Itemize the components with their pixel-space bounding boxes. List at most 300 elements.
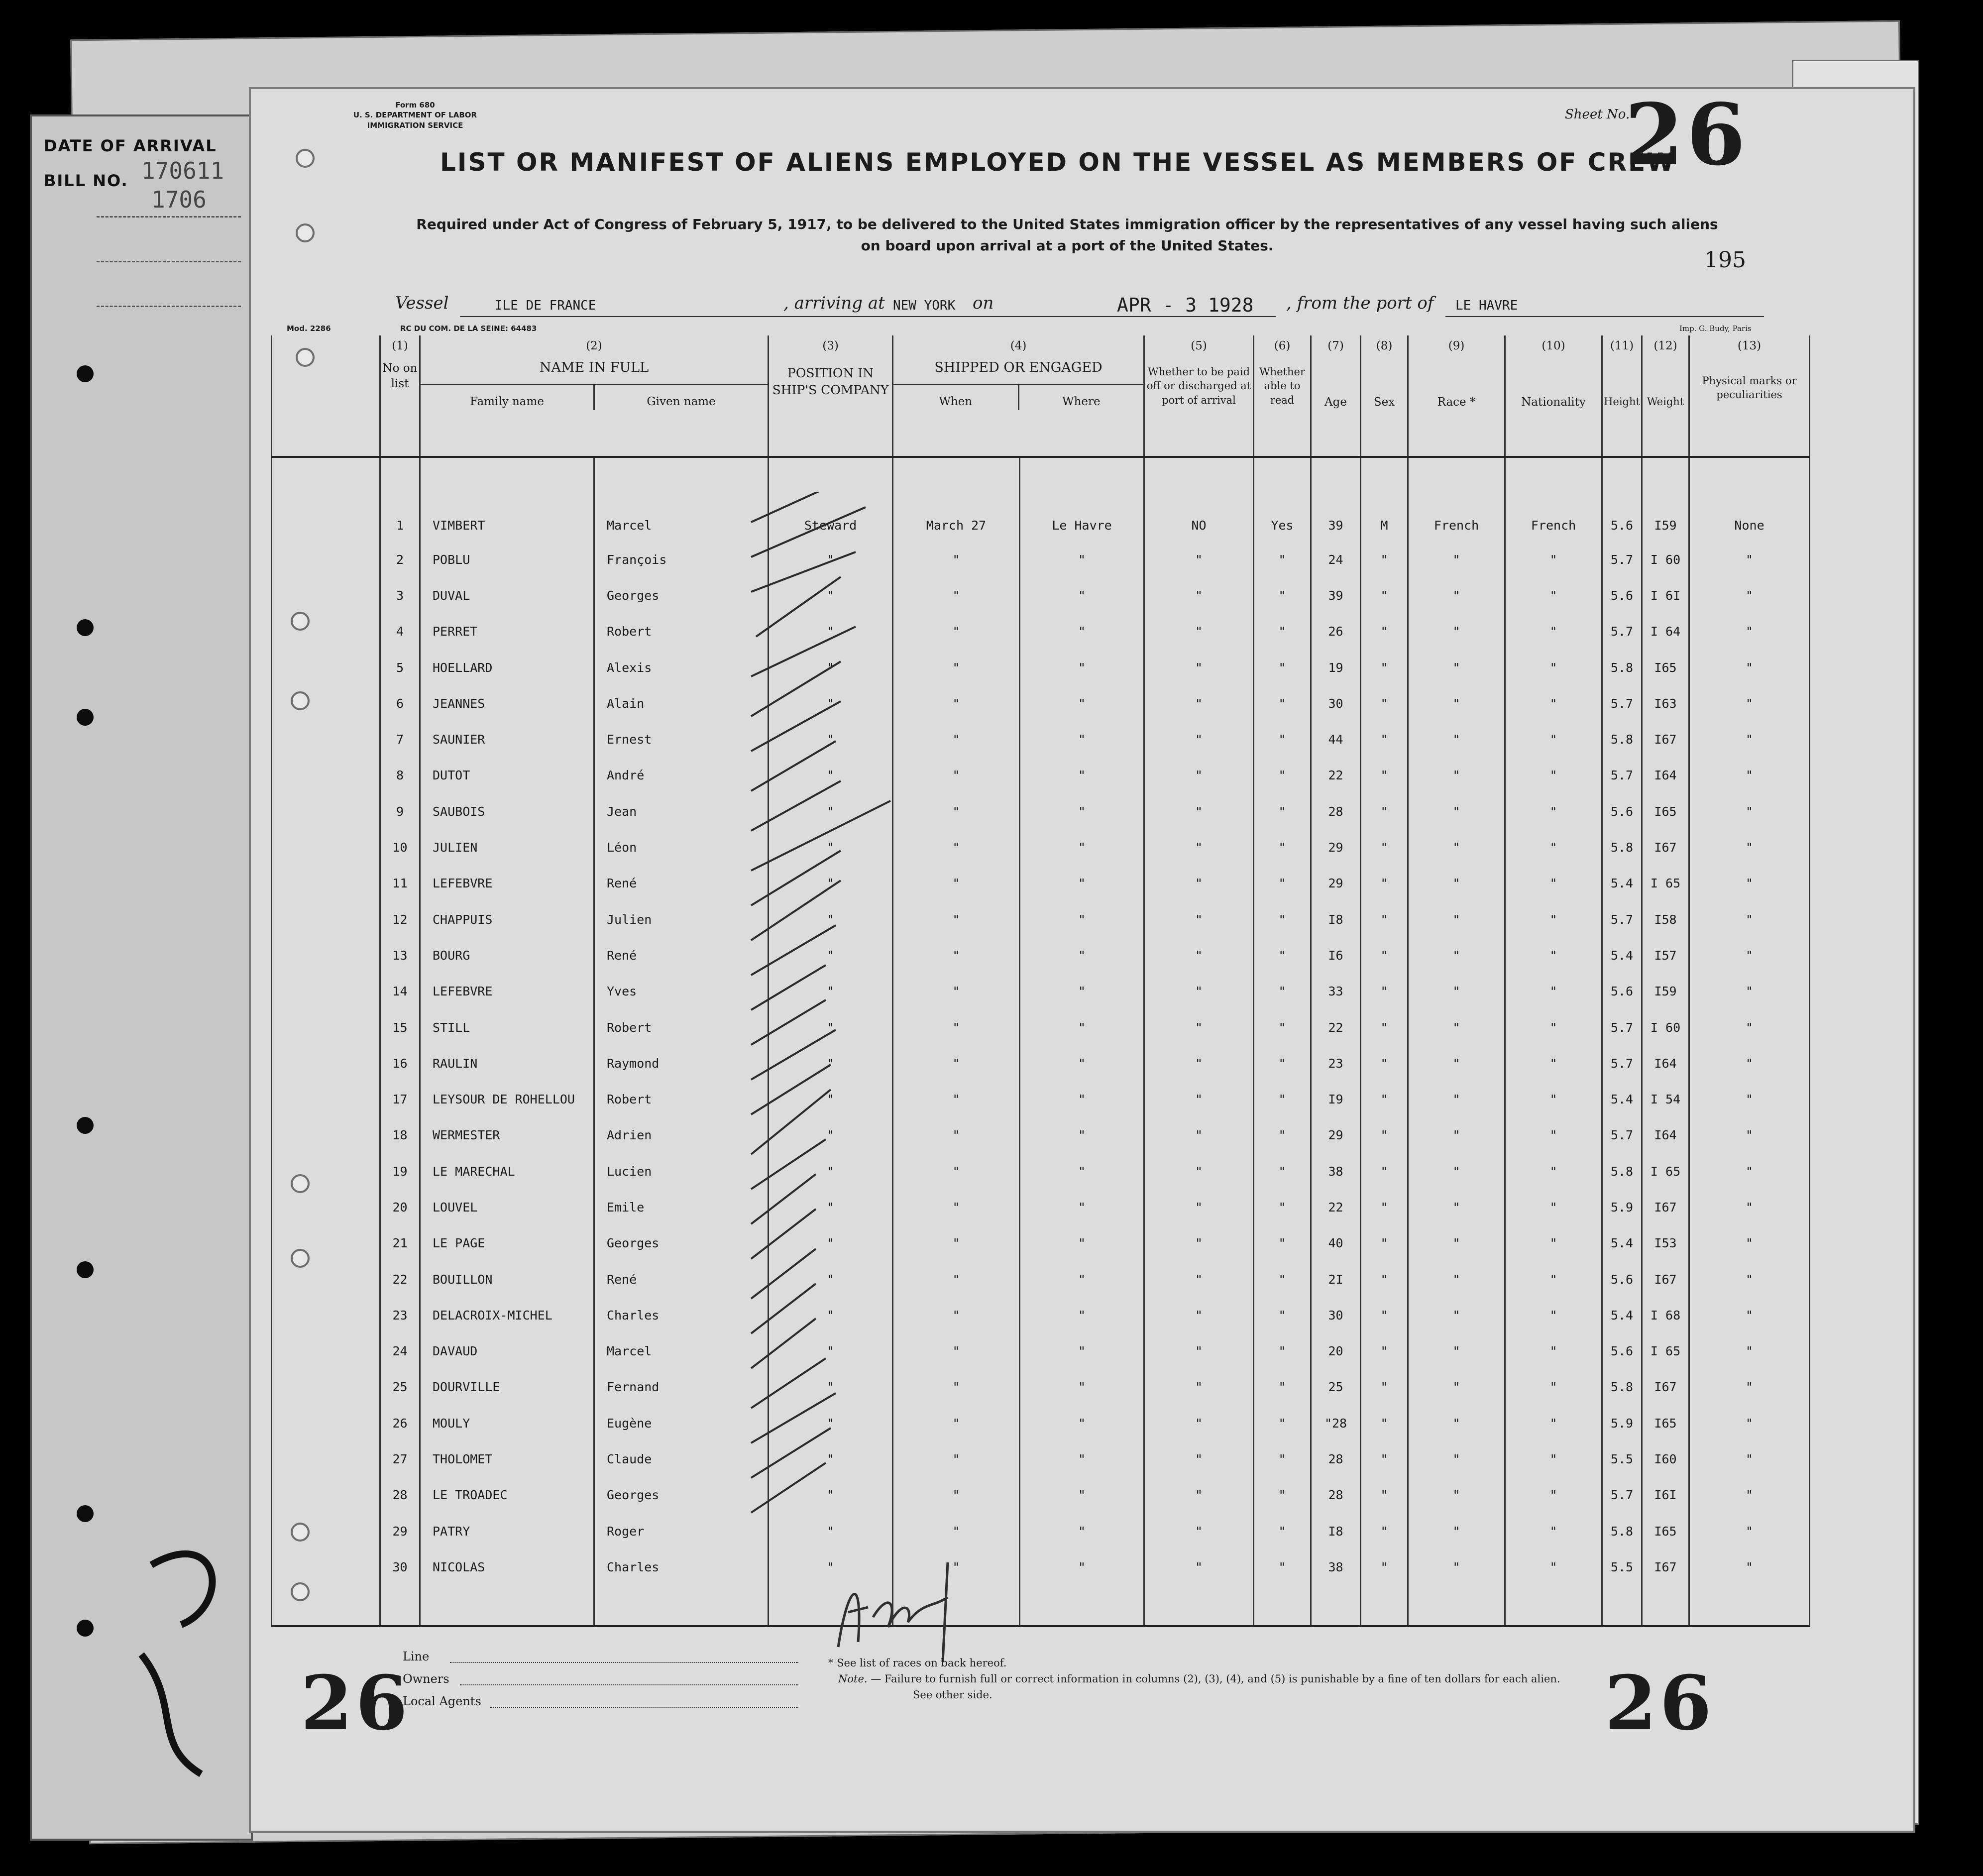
- position-cell: ": [769, 1405, 893, 1441]
- able-to-read-cell: ": [1254, 1189, 1311, 1225]
- height-cell: 5.7: [1602, 542, 1642, 577]
- height-cell: 5.6: [1602, 1333, 1642, 1369]
- paid-off-cell: ": [1144, 1045, 1254, 1081]
- paid-off-cell: ": [1144, 866, 1254, 901]
- binder-hole: [296, 223, 315, 242]
- given-name-cell: Adrien: [594, 1117, 769, 1153]
- where-cell: ": [1020, 829, 1144, 865]
- nationality-cell: ": [1505, 1405, 1602, 1441]
- able-to-read-cell: ": [1254, 829, 1311, 865]
- number-cell: 12: [380, 901, 420, 937]
- weight-cell: I67: [1642, 829, 1689, 865]
- where-cell: ": [1020, 1117, 1144, 1153]
- when-cell: ": [893, 758, 1020, 793]
- col-name-header: (2) NAME IN FULL Family name Given name: [420, 335, 769, 457]
- given-name-cell: André: [594, 758, 769, 793]
- family-name-cell: LE MARECHAL: [420, 1153, 594, 1189]
- race-cell: ": [1408, 650, 1505, 685]
- paid-off-cell: ": [1144, 901, 1254, 937]
- position-cell: Steward: [769, 457, 893, 542]
- when-cell: ": [893, 614, 1020, 650]
- nationality-cell: ": [1505, 577, 1602, 613]
- note-text: — Failure to furnish full or correct information in columns (2), (3), (4), and (5) is punishable by a fine of ten dollars for each alien.: [867, 1673, 1560, 1685]
- height-cell: 5.4: [1602, 937, 1642, 973]
- physical-marks-cell: ": [1689, 577, 1810, 613]
- able-to-read-cell: ": [1254, 1369, 1311, 1405]
- race-cell: ": [1408, 937, 1505, 973]
- physical-marks-cell: ": [1689, 1261, 1810, 1297]
- table-row: [272, 1153, 1810, 1189]
- weight-cell: I 60: [1642, 1009, 1689, 1045]
- margin-cell: [272, 542, 380, 577]
- physical-marks-cell: ": [1689, 1441, 1810, 1477]
- height-cell: 5.8: [1602, 1153, 1642, 1189]
- given-name-cell: Julien: [594, 901, 769, 937]
- race-cell: ": [1408, 1189, 1505, 1225]
- when-cell: ": [893, 1117, 1020, 1153]
- family-name-cell: SAUNIER: [420, 721, 594, 757]
- physical-marks-cell: ": [1689, 650, 1810, 685]
- paid-off-cell: ": [1144, 1477, 1254, 1513]
- margin-cell: [272, 793, 380, 829]
- weight-cell: I64: [1642, 758, 1689, 793]
- paid-off-cell: ": [1144, 1333, 1254, 1369]
- table-row: [272, 577, 1810, 613]
- col-paid-off-header: (5) Whether to be paid off or discharged at port of arrival: [1144, 335, 1254, 457]
- sex-cell: ": [1361, 1117, 1408, 1153]
- vessel-underline: [460, 316, 1027, 317]
- margin-cell: [272, 866, 380, 901]
- table-row: [272, 1333, 1810, 1369]
- weight-cell: I63: [1642, 685, 1689, 721]
- number-cell: 23: [380, 1297, 420, 1333]
- department: U. S. DEPARTMENT OF LABOR: [353, 110, 477, 120]
- when-cell: ": [893, 542, 1020, 577]
- weight-cell: I59: [1642, 457, 1689, 542]
- physical-marks-cell: ": [1689, 1405, 1810, 1441]
- number-cell: 19: [380, 1153, 420, 1189]
- paid-off-cell: ": [1144, 1117, 1254, 1153]
- position-cell: ": [769, 542, 893, 577]
- number-cell: 25: [380, 1369, 420, 1405]
- physical-marks-cell: None: [1689, 457, 1810, 542]
- physical-marks-cell: ": [1689, 1477, 1810, 1513]
- col-height-header: (11) Height: [1602, 335, 1642, 457]
- margin-cell: [272, 1261, 380, 1297]
- sheet-number: 26: [1625, 85, 1749, 185]
- height-cell: 5.9: [1602, 1189, 1642, 1225]
- nationality-cell: ": [1505, 829, 1602, 865]
- nationality-cell: ": [1505, 1261, 1602, 1297]
- paid-off-cell: ": [1144, 1153, 1254, 1189]
- table-row: [272, 1261, 1810, 1297]
- punch-hole: [77, 709, 94, 726]
- weight-cell: I65: [1642, 650, 1689, 685]
- weight-cell: I 68: [1642, 1297, 1689, 1333]
- where-cell: ": [1020, 1297, 1144, 1333]
- vessel-label: Vessel: [395, 293, 449, 313]
- punch-hole: [77, 619, 94, 636]
- weight-cell: I65: [1642, 1405, 1689, 1441]
- given-name-cell: Robert: [594, 1009, 769, 1045]
- punch-hole: [77, 1261, 94, 1278]
- race-cell: ": [1408, 1045, 1505, 1081]
- page-title: LIST OR MANIFEST OF ALIENS EMPLOYED ON THE VESSEL AS MEMBERS OF CREW: [440, 148, 1676, 177]
- nationality-cell: ": [1505, 974, 1602, 1009]
- margin-cell: [272, 457, 380, 542]
- nationality-cell: ": [1505, 1117, 1602, 1153]
- number-cell: 6: [380, 685, 420, 721]
- sex-cell: ": [1361, 1009, 1408, 1045]
- table-row: [272, 1441, 1810, 1477]
- weight-cell: I 65: [1642, 1153, 1689, 1189]
- agents-underline: [490, 1707, 798, 1708]
- able-to-read-cell: ": [1254, 1081, 1311, 1117]
- paid-off-cell: ": [1144, 793, 1254, 829]
- margin-cell: [272, 1297, 380, 1333]
- race-cell: ": [1408, 793, 1505, 829]
- position-cell: ": [769, 758, 893, 793]
- physical-marks-cell: ": [1689, 1009, 1810, 1045]
- weight-cell: I60: [1642, 1441, 1689, 1477]
- sex-cell: ": [1361, 866, 1408, 901]
- where-cell: ": [1020, 1261, 1144, 1297]
- given-name-cell: Roger: [594, 1513, 769, 1549]
- note-label: Note.: [838, 1673, 868, 1685]
- see-other-side: See other side.: [913, 1689, 992, 1701]
- physical-marks-cell: ": [1689, 721, 1810, 757]
- col-sex-header: (8) Sex: [1361, 335, 1408, 457]
- physical-marks-cell: ": [1689, 829, 1810, 865]
- able-to-read-cell: ": [1254, 1153, 1311, 1189]
- family-name-cell: STILL: [420, 1009, 594, 1045]
- height-cell: 5.5: [1602, 1441, 1642, 1477]
- margin-cell: [272, 685, 380, 721]
- sex-cell: ": [1361, 1153, 1408, 1189]
- port-underline: [1445, 316, 1764, 317]
- number-cell: 7: [380, 721, 420, 757]
- handwritten-signature: [828, 1552, 958, 1667]
- table-row: [272, 1549, 1810, 1585]
- given-name-cell: Emile: [594, 1189, 769, 1225]
- sex-cell: ": [1361, 901, 1408, 937]
- number-cell: 3: [380, 577, 420, 613]
- race-cell: ": [1408, 1405, 1505, 1441]
- number-cell: 29: [380, 1513, 420, 1549]
- where-cell: ": [1020, 866, 1144, 901]
- table-row: [272, 1117, 1810, 1153]
- handwritten-pencil-mark: [121, 1525, 251, 1784]
- departure-port: LE HAVRE: [1455, 298, 1518, 313]
- where-cell: ": [1020, 1441, 1144, 1477]
- sex-cell: ": [1361, 1081, 1408, 1117]
- race-cell: ": [1408, 1513, 1505, 1549]
- able-to-read-cell: ": [1254, 685, 1311, 721]
- height-cell: 5.6: [1602, 457, 1642, 542]
- age-cell: "28: [1311, 1405, 1361, 1441]
- sex-cell: ": [1361, 758, 1408, 793]
- position-cell: ": [769, 1477, 893, 1513]
- punch-hole: [77, 1620, 94, 1637]
- family-name-cell: LEYSOUR DE ROHELLOU: [420, 1081, 594, 1117]
- physical-marks-cell: ": [1689, 937, 1810, 973]
- punch-hole: [77, 1117, 94, 1134]
- number-cell: 26: [380, 1405, 420, 1441]
- where-cell: Le Havre: [1020, 457, 1144, 542]
- when-cell: ": [893, 1549, 1020, 1585]
- able-to-read-cell: ": [1254, 1117, 1311, 1153]
- nationality-cell: ": [1505, 901, 1602, 937]
- margin-cell: [272, 829, 380, 865]
- paid-off-cell: ": [1144, 1225, 1254, 1261]
- where-cell: ": [1020, 1477, 1144, 1513]
- position-cell: ": [769, 650, 893, 685]
- penalty-note: [838, 1673, 1560, 1685]
- race-cell: ": [1408, 1081, 1505, 1117]
- number-cell: 10: [380, 829, 420, 865]
- when-cell: ": [893, 1081, 1020, 1117]
- physical-marks-cell: ": [1689, 1369, 1810, 1405]
- required-line-2: on board upon arrival at a port of the United States.: [861, 237, 1274, 254]
- margin-cell: [272, 1009, 380, 1045]
- given-name-cell: Yves: [594, 974, 769, 1009]
- paid-off-cell: ": [1144, 1441, 1254, 1477]
- paid-off-cell: ": [1144, 542, 1254, 577]
- nationality-cell: ": [1505, 1153, 1602, 1189]
- weight-cell: I 65: [1642, 1333, 1689, 1369]
- sex-cell: ": [1361, 542, 1408, 577]
- position-cell: ": [769, 577, 893, 613]
- position-cell: ": [769, 685, 893, 721]
- race-cell: ": [1408, 1117, 1505, 1153]
- paid-off-cell: ": [1144, 1405, 1254, 1441]
- owners-label: Owners: [403, 1672, 449, 1686]
- where-cell: ": [1020, 937, 1144, 973]
- weight-cell: I6I: [1642, 1477, 1689, 1513]
- sex-cell: ": [1361, 650, 1408, 685]
- header-row: [272, 335, 1810, 457]
- punch-hole: [77, 365, 94, 382]
- height-cell: 5.7: [1602, 1117, 1642, 1153]
- printer-registration: RC DU COM. DE LA SEINE: 64483: [400, 324, 537, 333]
- when-cell: ": [893, 1333, 1020, 1369]
- race-cell: ": [1408, 1549, 1505, 1585]
- physical-marks-cell: ": [1689, 758, 1810, 793]
- weight-cell: I 60: [1642, 542, 1689, 577]
- race-cell: French: [1408, 457, 1505, 542]
- nationality-cell: ": [1505, 542, 1602, 577]
- pencil-check-marks: [741, 492, 900, 1667]
- when-cell: ": [893, 1189, 1020, 1225]
- sex-cell: ": [1361, 1549, 1408, 1585]
- position-cell: ": [769, 1189, 893, 1225]
- sex-cell: M: [1361, 457, 1408, 542]
- date-of-arrival-label: DATE OF ARRIVAL: [44, 136, 217, 155]
- where-cell: ": [1020, 974, 1144, 1009]
- number-cell: 15: [380, 1009, 420, 1045]
- race-cell: ": [1408, 721, 1505, 757]
- height-cell: 5.6: [1602, 793, 1642, 829]
- col-race-header: (9) Race *: [1408, 335, 1505, 457]
- table-row: [272, 1405, 1810, 1441]
- when-cell: ": [893, 1261, 1020, 1297]
- sex-cell: ": [1361, 793, 1408, 829]
- margin-cell: [272, 1549, 380, 1585]
- position-cell: ": [769, 1549, 893, 1585]
- sex-cell: ": [1361, 1477, 1408, 1513]
- weight-cell: I67: [1642, 1369, 1689, 1405]
- family-name-cell: RAULIN: [420, 1045, 594, 1081]
- physical-marks-cell: ": [1689, 974, 1810, 1009]
- weight-cell: I67: [1642, 1261, 1689, 1297]
- table-row: [272, 650, 1810, 685]
- number-cell: 4: [380, 614, 420, 650]
- when-cell: ": [893, 1153, 1020, 1189]
- number-cell: 9: [380, 793, 420, 829]
- where-cell: ": [1020, 1189, 1144, 1225]
- col-age-header: (7) Age: [1311, 335, 1361, 457]
- physical-marks-cell: ": [1689, 614, 1810, 650]
- given-name-cell: René: [594, 866, 769, 901]
- table-row: [272, 1477, 1810, 1513]
- when-cell: ": [893, 721, 1020, 757]
- margin-cell: [272, 758, 380, 793]
- able-to-read-cell: ": [1254, 577, 1311, 613]
- when-cell: ": [893, 1297, 1020, 1333]
- family-name-cell: LE TROADEC: [420, 1477, 594, 1513]
- printer-name: Imp. G. Budy, Paris: [1679, 324, 1752, 333]
- nationality-cell: ": [1505, 937, 1602, 973]
- paid-off-cell: ": [1144, 1009, 1254, 1045]
- number-cell: 17: [380, 1081, 420, 1117]
- when-cell: ": [893, 1513, 1020, 1549]
- required-note: [301, 214, 1834, 257]
- table-row: [272, 1081, 1810, 1117]
- when-cell: ": [893, 577, 1020, 613]
- age-cell: 22: [1311, 758, 1361, 793]
- sex-cell: ": [1361, 1333, 1408, 1369]
- age-cell: 29: [1311, 1117, 1361, 1153]
- races-note: * See list of races on back hereof.: [828, 1657, 1007, 1669]
- physical-marks-cell: ": [1689, 1549, 1810, 1585]
- weight-cell: I 6I: [1642, 577, 1689, 613]
- weight-cell: I 54: [1642, 1081, 1689, 1117]
- margin-cell: [272, 1369, 380, 1405]
- family-name-cell: BOURG: [420, 937, 594, 973]
- age-cell: 38: [1311, 1153, 1361, 1189]
- family-name-cell: DELACROIX-MICHEL: [420, 1297, 594, 1333]
- weight-cell: I64: [1642, 1117, 1689, 1153]
- given-name-cell: Charles: [594, 1549, 769, 1585]
- table-row: [272, 793, 1810, 829]
- given-name-cell: Jean: [594, 793, 769, 829]
- where-cell: ": [1020, 1081, 1144, 1117]
- when-subheader: When: [939, 395, 973, 409]
- left-strip: [30, 114, 253, 1841]
- position-cell: ": [769, 1117, 893, 1153]
- race-cell: ": [1408, 685, 1505, 721]
- given-name-cell: Marcel: [594, 457, 769, 542]
- where-cell: ": [1020, 577, 1144, 613]
- when-cell: ": [893, 901, 1020, 937]
- position-cell: ": [769, 866, 893, 901]
- sex-cell: ": [1361, 685, 1408, 721]
- table-row: [272, 1297, 1810, 1333]
- given-name-cell: René: [594, 1261, 769, 1297]
- height-cell: 5.6: [1602, 974, 1642, 1009]
- able-to-read-cell: ": [1254, 974, 1311, 1009]
- table-row: [272, 937, 1810, 973]
- paid-off-cell: ": [1144, 1513, 1254, 1549]
- sex-cell: ": [1361, 1261, 1408, 1297]
- when-cell: ": [893, 1045, 1020, 1081]
- race-cell: ": [1408, 1153, 1505, 1189]
- height-cell: 5.9: [1602, 1405, 1642, 1441]
- race-cell: ": [1408, 1225, 1505, 1261]
- able-to-read-cell: ": [1254, 542, 1311, 577]
- where-cell: ": [1020, 793, 1144, 829]
- margin-cell: [272, 650, 380, 685]
- table-row: [272, 829, 1810, 865]
- bill-no-value: 170611: [141, 157, 224, 184]
- family-name-cell: BOUILLON: [420, 1261, 594, 1297]
- table-row: [272, 866, 1810, 901]
- family-name-subheader: Family name: [470, 395, 544, 409]
- manifest-page: [249, 87, 1915, 1833]
- from-port-label: , from the port of: [1286, 293, 1434, 313]
- able-to-read-cell: ": [1254, 937, 1311, 973]
- nationality-cell: ": [1505, 614, 1602, 650]
- margin-cell: [272, 577, 380, 613]
- family-name-cell: MOULY: [420, 1405, 594, 1441]
- weight-cell: I67: [1642, 721, 1689, 757]
- nationality-cell: ": [1505, 1333, 1602, 1369]
- nationality-cell: ": [1505, 1045, 1602, 1081]
- physical-marks-cell: ": [1689, 793, 1810, 829]
- nationality-cell: ": [1505, 1549, 1602, 1585]
- paid-off-cell: ": [1144, 1261, 1254, 1297]
- arrival-date: APR - 3 1928: [1117, 294, 1254, 316]
- age-cell: 26: [1311, 614, 1361, 650]
- given-name-cell: François: [594, 542, 769, 577]
- sex-cell: ": [1361, 1405, 1408, 1441]
- position-cell: ": [769, 1333, 893, 1369]
- when-cell: ": [893, 1369, 1020, 1405]
- given-name-cell: Robert: [594, 1081, 769, 1117]
- age-cell: 28: [1311, 793, 1361, 829]
- nationality-cell: ": [1505, 1009, 1602, 1045]
- where-cell: ": [1020, 721, 1144, 757]
- nationality-cell: ": [1505, 866, 1602, 901]
- able-to-read-cell: ": [1254, 650, 1311, 685]
- age-cell: I9: [1311, 1081, 1361, 1117]
- family-name-cell: NICOLAS: [420, 1549, 594, 1585]
- physical-marks-cell: ": [1689, 1153, 1810, 1189]
- where-cell: ": [1020, 1405, 1144, 1441]
- when-cell: March 27: [893, 457, 1020, 542]
- race-cell: ": [1408, 1297, 1505, 1333]
- nationality-cell: ": [1505, 1513, 1602, 1549]
- weight-cell: I67: [1642, 1549, 1689, 1585]
- number-cell: 2: [380, 542, 420, 577]
- able-to-read-cell: ": [1254, 1009, 1311, 1045]
- sex-cell: ": [1361, 1513, 1408, 1549]
- position-cell: ": [769, 1009, 893, 1045]
- position-cell: ": [769, 1045, 893, 1081]
- sex-cell: ": [1361, 1045, 1408, 1081]
- age-cell: 33: [1311, 974, 1361, 1009]
- col-weight-header: (12) Weight: [1642, 335, 1689, 457]
